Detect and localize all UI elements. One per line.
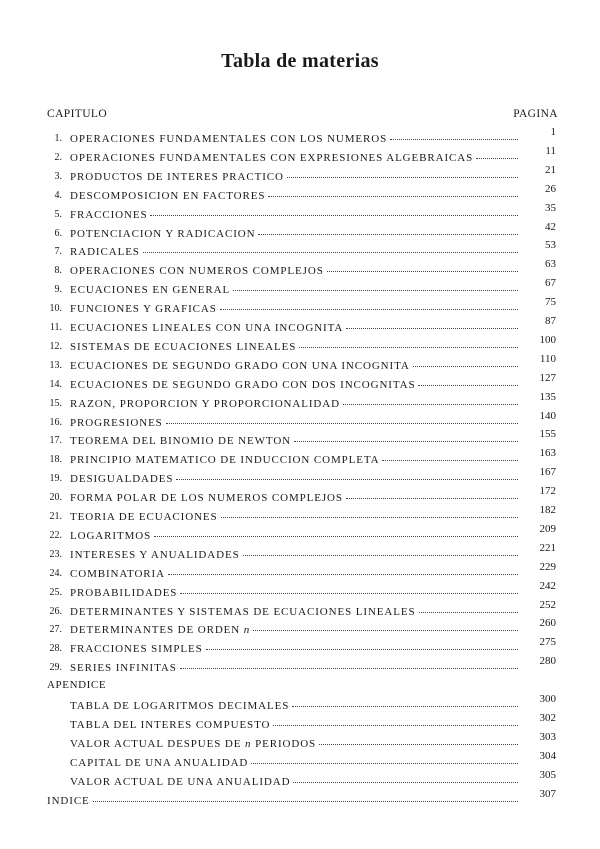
chapter-title: DESCOMPOSICION EN FACTORES xyxy=(70,189,266,202)
leader-dots xyxy=(221,510,518,518)
chapter-title: PRINCIPIO MATEMATICO DE INDUCCION COMPLETA xyxy=(70,454,380,467)
chapter-line xyxy=(70,340,518,353)
chapter-title: OPERACIONES FUNDAMENTALES CON EXPRESIONES ALGEBRAICAS xyxy=(70,151,474,164)
page-number: 140 xyxy=(539,409,556,422)
leader-dots xyxy=(243,548,518,556)
chapter-number: 15. xyxy=(49,397,62,409)
toc-entry[interactable] xyxy=(0,239,600,261)
page-number: 163 xyxy=(539,447,556,460)
appendix-title: CAPITAL DE UNA ANUALIDAD xyxy=(70,756,249,769)
toc-entry[interactable] xyxy=(0,352,600,375)
chapter-line xyxy=(70,510,518,523)
toc-entry[interactable] xyxy=(0,315,600,337)
leader-dots xyxy=(93,794,518,802)
leader-dots xyxy=(346,321,518,329)
page-number: 221 xyxy=(539,541,556,554)
chapter-number: 20. xyxy=(49,492,62,504)
leader-dots xyxy=(327,264,518,272)
chapter-number: 2. xyxy=(54,151,62,163)
toc-entry[interactable] xyxy=(0,144,600,167)
chapter-number: 6. xyxy=(54,227,62,239)
chapter-number: 3. xyxy=(54,170,62,182)
leader-dots xyxy=(292,699,518,707)
chapter-line xyxy=(70,623,518,636)
chapter-title: PROBABILIDADES xyxy=(70,586,178,599)
chapter-title: OPERACIONES FUNDAMENTALES CON LOS NUMEROS xyxy=(70,133,388,145)
leader-dots xyxy=(343,397,518,405)
leader-dots xyxy=(287,170,518,178)
leader-dots xyxy=(206,642,518,650)
chapter-title: TEORIA DE ECUACIONES xyxy=(70,511,218,523)
chapter-number: 19. xyxy=(49,473,62,485)
chapter-line xyxy=(70,642,518,655)
chapter-line xyxy=(70,132,518,145)
chapter-line xyxy=(70,189,518,202)
leader-dots xyxy=(180,586,518,594)
chapter-line xyxy=(70,151,518,164)
appendix-entry[interactable] xyxy=(0,693,600,715)
page-number: 229 xyxy=(539,560,556,573)
leader-dots xyxy=(382,453,518,461)
appendix-entry[interactable] xyxy=(0,711,600,734)
page-number: 21 xyxy=(545,163,556,176)
page-number: 182 xyxy=(539,504,556,516)
chapter-number: 11. xyxy=(49,322,62,333)
page-number: 302 xyxy=(539,711,556,724)
chapter-line xyxy=(70,208,518,221)
page-number: 252 xyxy=(539,598,556,611)
chapter-line xyxy=(70,227,518,240)
chapter-column-header: CAPITULO xyxy=(47,108,108,120)
chapter-title: PRODUCTOS DE INTERES PRACTICO xyxy=(70,170,284,183)
chapter-line xyxy=(70,491,518,504)
toc-entry[interactable] xyxy=(0,636,600,658)
appendix-line xyxy=(70,699,518,712)
appendix-title: TABLA DEL INTERES COMPUESTO xyxy=(70,718,271,731)
chapter-number: 28. xyxy=(49,643,62,655)
chapter-number: 5. xyxy=(54,208,62,220)
page-number: 75 xyxy=(545,296,556,309)
page-number: 67 xyxy=(545,277,556,290)
leader-dots xyxy=(413,359,518,367)
leader-dots xyxy=(143,245,518,253)
toc-entry[interactable] xyxy=(0,390,600,413)
chapter-line xyxy=(70,264,518,277)
toc-entry[interactable] xyxy=(0,560,600,583)
leader-dots xyxy=(168,567,518,575)
chapter-line xyxy=(70,529,518,542)
chapter-line xyxy=(70,453,518,466)
toc-entry[interactable] xyxy=(0,182,600,205)
page-number: 63 xyxy=(545,258,556,271)
toc-entry[interactable] xyxy=(0,201,600,224)
chapter-line xyxy=(70,472,518,485)
toc-entry[interactable] xyxy=(0,371,600,394)
chapter-line xyxy=(70,605,518,618)
chapter-line xyxy=(70,416,518,429)
page-number: 53 xyxy=(545,239,556,252)
chapter-title: ECUACIONES DE SEGUNDO GRADO CON UNA INCOGNITA xyxy=(70,359,410,372)
leader-dots xyxy=(476,151,518,159)
chapter-number: 18. xyxy=(49,454,62,466)
chapter-title: FORMA POLAR DE LOS NUMEROS COMPLEJOS xyxy=(70,492,343,505)
leader-dots xyxy=(390,132,518,140)
page-number: 1 xyxy=(550,126,556,138)
page-number: 305 xyxy=(539,768,556,781)
chapter-number: 8. xyxy=(54,265,62,277)
chapter-number: 16. xyxy=(49,416,62,428)
toc-entry[interactable] xyxy=(0,220,600,243)
chapter-title: DETERMINANTES DE ORDEN n xyxy=(70,624,251,637)
page-title: Tabla de materias xyxy=(221,50,379,72)
chapter-title: FUNCIONES Y GRAFICAS xyxy=(70,303,217,316)
page-number: 167 xyxy=(539,466,556,479)
chapter-title: FRACCIONES xyxy=(70,208,148,221)
toc-entry[interactable] xyxy=(0,504,600,526)
toc-entry[interactable] xyxy=(0,617,600,639)
toc-entry[interactable] xyxy=(0,409,600,432)
leader-dots xyxy=(319,737,518,745)
appendix-entry[interactable] xyxy=(0,749,600,772)
page-column-header: PAGINA xyxy=(513,108,558,120)
appendix-title: VALOR ACTUAL DE UNA ANUALIDAD xyxy=(70,775,291,788)
toc-entry[interactable] xyxy=(0,522,600,545)
chapter-number: 9. xyxy=(54,284,62,296)
toc-entry[interactable] xyxy=(0,655,600,677)
toc-entry[interactable] xyxy=(0,579,600,602)
leader-dots xyxy=(294,434,518,442)
toc-entry[interactable] xyxy=(0,277,600,299)
chapter-italic-var: n xyxy=(243,624,251,637)
toc-entry[interactable] xyxy=(0,485,600,507)
chapter-number: 17. xyxy=(49,435,62,447)
toc-entry[interactable] xyxy=(0,541,600,564)
page-number: 11 xyxy=(545,144,556,157)
toc-entry[interactable] xyxy=(0,466,600,488)
leader-dots xyxy=(258,227,518,235)
index-entry[interactable] xyxy=(0,787,600,810)
chapter-line xyxy=(70,378,518,391)
appendix-label: APENDICE xyxy=(47,679,107,692)
chapter-line xyxy=(70,548,518,561)
leader-dots xyxy=(150,208,518,216)
chapter-number: 12. xyxy=(49,340,62,352)
page-number: 275 xyxy=(539,636,556,649)
leader-dots xyxy=(273,718,518,726)
chapter-number: 13. xyxy=(49,359,62,371)
chapter-number: 27. xyxy=(49,624,62,636)
page-number: 110 xyxy=(539,352,556,365)
page-number: 307 xyxy=(539,787,556,800)
chapter-title: SISTEMAS DE ECUACIONES LINEALES xyxy=(70,340,297,353)
chapter-title: FRACCIONES SIMPLES xyxy=(70,643,203,656)
chapter-number: 23. xyxy=(49,548,62,560)
chapter-number: 4. xyxy=(54,189,62,201)
page-number: 280 xyxy=(539,655,556,668)
page-number: 242 xyxy=(539,579,556,592)
chapter-title: DESIGUALDADES xyxy=(70,473,174,486)
page-number: 172 xyxy=(539,485,556,498)
toc-entry[interactable] xyxy=(0,296,600,318)
leader-dots xyxy=(418,378,518,386)
chapter-line xyxy=(70,302,518,315)
toc-entry[interactable] xyxy=(0,258,600,280)
chapter-line xyxy=(70,586,518,599)
page-number: 304 xyxy=(539,749,556,762)
chapter-line xyxy=(70,245,518,258)
page-number: 260 xyxy=(539,617,556,630)
leader-dots xyxy=(419,605,518,613)
chapter-title: RAZON, PROPORCION Y PROPORCIONALIDAD xyxy=(70,397,340,410)
leader-dots xyxy=(268,189,518,197)
chapter-title: COMBINATORIA xyxy=(70,567,165,580)
chapter-line xyxy=(70,567,518,580)
leader-dots xyxy=(293,775,518,783)
leader-dots xyxy=(253,623,518,631)
chapter-line xyxy=(70,434,518,447)
chapter-number: 29. xyxy=(49,662,62,674)
appendix-line xyxy=(70,718,518,731)
chapter-title: RADICALES xyxy=(70,246,140,259)
leader-dots xyxy=(154,529,518,537)
appendix-entry[interactable] xyxy=(0,768,600,791)
chapter-number: 14. xyxy=(49,378,62,390)
chapter-number: 22. xyxy=(49,529,62,541)
leader-dots xyxy=(233,283,518,291)
toc-entry[interactable] xyxy=(0,163,600,186)
appendix-line xyxy=(70,737,518,750)
toc-entry[interactable] xyxy=(0,428,600,450)
chapter-number: 10. xyxy=(49,303,62,315)
leader-dots xyxy=(180,661,518,669)
toc-entry[interactable] xyxy=(0,333,600,356)
page-number: 35 xyxy=(545,201,556,214)
leader-dots xyxy=(299,340,518,348)
page-number: 127 xyxy=(539,371,556,384)
chapter-number: 24. xyxy=(49,567,62,579)
chapter-line xyxy=(70,170,518,183)
page-number: 303 xyxy=(539,730,556,743)
chapter-line xyxy=(70,283,518,296)
chapter-title: ECUACIONES EN GENERAL xyxy=(70,284,231,297)
chapter-number: 7. xyxy=(54,246,62,258)
chapter-line xyxy=(70,321,518,334)
leader-dots xyxy=(251,756,518,764)
chapter-title: LOGARITMOS xyxy=(70,529,152,542)
chapter-title: DETERMINANTES Y SISTEMAS DE ECUACIONES LINEALES xyxy=(70,605,416,618)
chapter-title: ECUACIONES DE SEGUNDO GRADO CON DOS INCOGNITAS xyxy=(70,378,416,391)
appendix-line xyxy=(70,756,518,769)
appendix-entry[interactable] xyxy=(0,730,600,753)
appendix-italic-var: n xyxy=(245,737,252,750)
page-number: 42 xyxy=(545,220,556,233)
page-number: 300 xyxy=(539,693,556,705)
chapter-number: 1. xyxy=(54,133,62,144)
appendix-title: VALOR ACTUAL DESPUES DE n PERIODOS xyxy=(70,737,317,750)
chapter-line xyxy=(70,359,518,372)
leader-dots xyxy=(220,302,518,310)
index-title: INDICE xyxy=(47,794,90,807)
toc-entry[interactable] xyxy=(0,126,600,148)
leader-dots xyxy=(166,416,518,424)
leader-dots xyxy=(346,491,518,499)
leader-dots xyxy=(176,472,518,480)
page-number: 100 xyxy=(539,333,556,346)
chapter-title: TEOREMA DEL BINOMIO DE NEWTON xyxy=(70,435,292,448)
toc-entry[interactable] xyxy=(0,447,600,469)
chapter-title: PROGRESIONES xyxy=(70,416,163,429)
chapter-title: SERIES INFINITAS xyxy=(70,662,177,675)
page-number: 209 xyxy=(539,522,556,535)
page-number: 26 xyxy=(545,182,556,195)
page-number: 135 xyxy=(539,390,556,403)
chapter-number: 26. xyxy=(49,605,62,617)
index-line xyxy=(47,794,518,807)
chapter-title: ECUACIONES LINEALES CON UNA INCOGNITA xyxy=(70,322,344,334)
chapter-line xyxy=(70,661,518,674)
page-number: 155 xyxy=(539,428,556,441)
toc-entry[interactable] xyxy=(0,598,600,621)
chapter-line xyxy=(70,397,518,410)
chapter-number: 25. xyxy=(49,586,62,598)
appendix-line xyxy=(70,775,518,788)
chapter-title: OPERACIONES CON NUMEROS COMPLEJOS xyxy=(70,265,324,278)
chapter-title: INTERESES Y ANUALIDADES xyxy=(70,548,240,561)
appendix-title: TABLA DE LOGARITMOS DECIMALES xyxy=(70,700,290,712)
chapter-number: 21. xyxy=(49,511,62,522)
page-number: 87 xyxy=(545,315,556,327)
chapter-title: POTENCIACION Y RADICACION xyxy=(70,227,256,240)
